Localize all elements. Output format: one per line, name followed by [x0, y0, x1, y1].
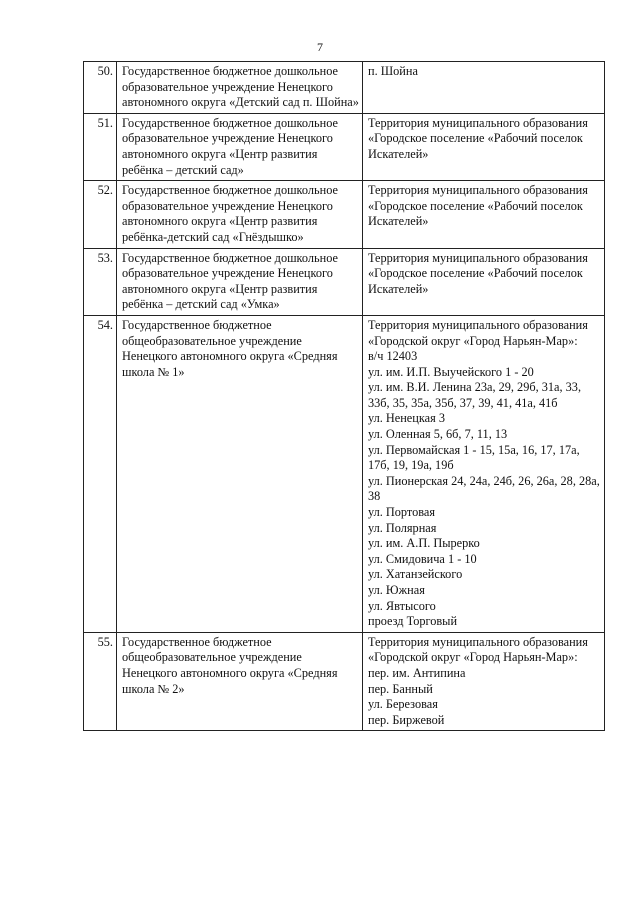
institution-name: Государственное бюджетное общеобразовательное учреждение Ненецкого автономного округа «Средняя школа № 1» [117, 315, 363, 632]
row-number: 54. [84, 315, 117, 632]
territory-cell [363, 62, 605, 114]
table-row [84, 62, 605, 114]
territory-address: пер. Банный [368, 681, 433, 696]
row-number: 51. [84, 113, 117, 180]
territory-address: ул. им. В.И. Ленина 23а, 29, 29б, 31а, 33, 33б, 35, 35а, 35б, 37, 39, 41, 41а, 41б [368, 380, 582, 410]
territory-address: ул. им. А.П. Пырерко [368, 536, 480, 551]
table-row [84, 248, 605, 315]
institution-name: Государственное бюджетное дошкольное образовательное учреждение Ненецкого автономного округа «Центр развития ребёнка – детский сад «Умка» [117, 248, 363, 315]
territory-cell [363, 248, 605, 315]
row-number: 52. [84, 181, 117, 248]
territory-address: ул. Хатанзейского [368, 567, 463, 582]
table-row [84, 315, 605, 632]
institution-name: Государственное бюджетное общеобразовательное учреждение Ненецкого автономного округа «Средняя школа № 2» [117, 632, 363, 731]
territory-address: ул. Пионерская 24, 24а, 24б, 26, 26а, 28, 28а, 38 [368, 473, 600, 504]
institution-name: Государственное бюджетное дошкольное образовательное учреждение Ненецкого автономного округа «Центр развития ребёнка-детский сад «Гнёздышко» [117, 181, 363, 248]
territory-address: ул. им. И.П. Выучейского 1 - 20 [368, 364, 534, 379]
territory-address: ул. Южная [368, 583, 425, 597]
territory-address: пер. Биржевой [368, 712, 445, 727]
territory-description: Территория муниципального образования «Городское поселение «Рабочий поселок Искателей» [368, 115, 588, 161]
territory-description: Территория муниципального образования «Городское поселение «Рабочий поселок Искателей» [368, 250, 588, 296]
territory-address: проезд Торговый [368, 614, 458, 629]
territory-address: ул. Полярная [368, 520, 437, 535]
territory-cell [363, 632, 605, 731]
territory-address: ул. Березовая [368, 697, 438, 712]
territory-address: ул. Смидовича 1 - 10 [368, 551, 477, 566]
institution-name: Государственное бюджетное дошкольное образовательное учреждение Ненецкого автономного округа «Детский сад п. Шойна» [117, 62, 363, 114]
institutions-table [83, 61, 605, 731]
territory-cell [363, 315, 605, 632]
territory-description: Территория муниципального образования «Городской округ «Город Нарьян-Мар»: [368, 634, 588, 665]
territory-address: ул. Первомайская 1 - 15, 15а, 16, 17, 17а, 17б, 19, 19а, 19б [368, 442, 580, 473]
territory-description: Территория муниципального образования «Городское поселение «Рабочий поселок Искателей» [368, 183, 588, 229]
table-row [84, 113, 605, 180]
territory-description: Территория муниципального образования «Городской округ «Город Нарьян-Мар»: [368, 317, 588, 348]
row-number: 55. [84, 632, 117, 731]
territory-address: пер. им. Антипина [368, 665, 466, 680]
territory-address: ул. Ненецкая 3 [368, 411, 445, 426]
institution-name: Государственное бюджетное дошкольное образовательное учреждение Ненецкого автономного округа «Центр развития ребёнка – детский сад» [117, 113, 363, 180]
page-number: 7 [317, 40, 323, 54]
territory-address: ул. Явтысого [368, 598, 436, 613]
row-number: 50. [84, 62, 117, 114]
territory-cell [363, 181, 605, 248]
row-number: 53. [84, 248, 117, 315]
territory-address: ул. Портовая [368, 505, 436, 520]
territory-address: в/ч 12403 [368, 349, 418, 364]
territory-description: п. Шойна [368, 64, 418, 78]
territory-cell [363, 113, 605, 180]
table-row [84, 181, 605, 248]
table-row [84, 632, 605, 731]
territory-address: ул. Оленная 5, 6б, 7, 11, 13 [368, 427, 508, 442]
